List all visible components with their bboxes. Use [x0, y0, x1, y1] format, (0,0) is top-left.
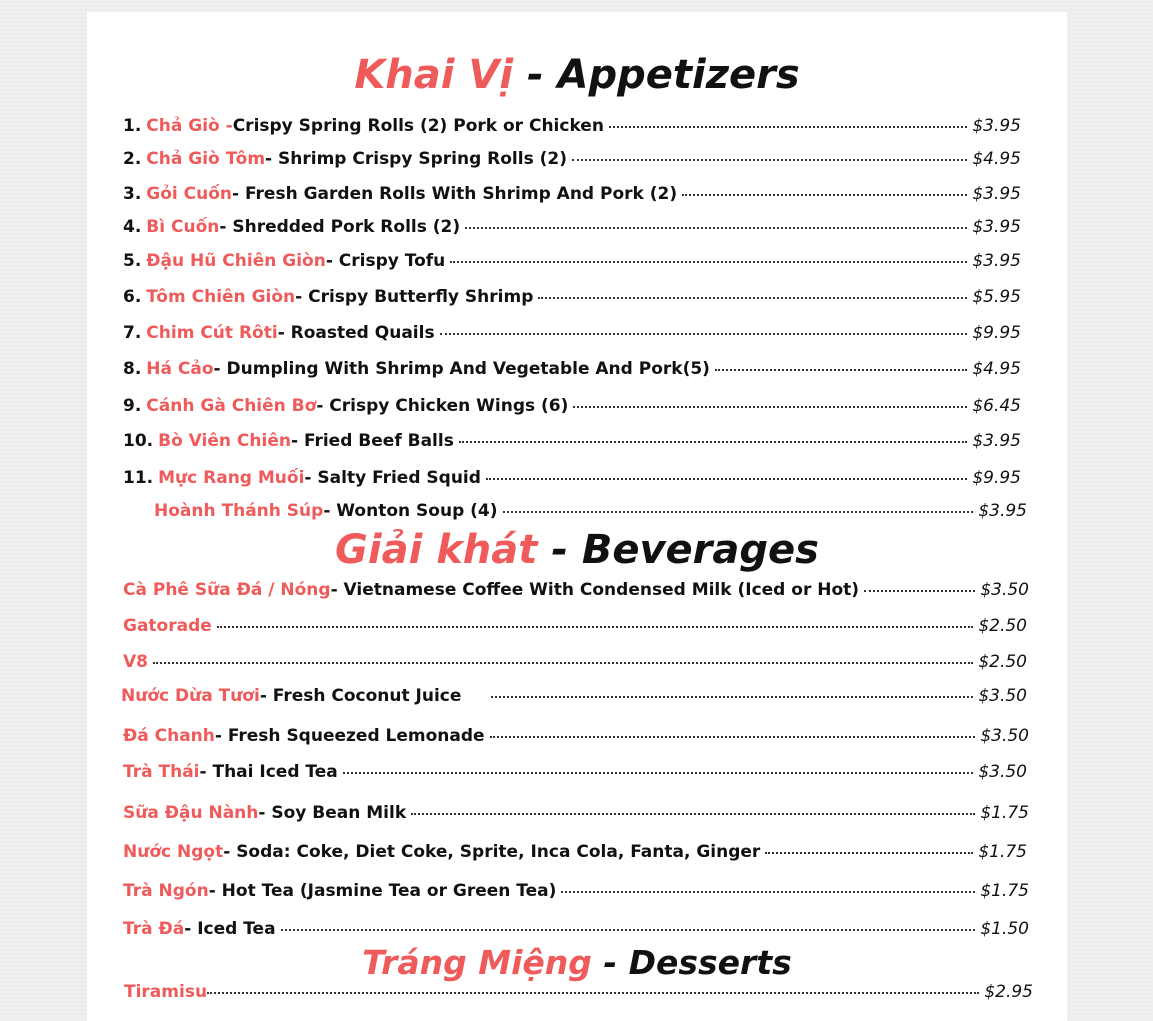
appetizers-heading-eng: Appetizers [557, 52, 800, 98]
item-description: - Crispy Chicken Wings (6) [316, 396, 569, 416]
item-number: 4. [123, 217, 142, 237]
item-viet-name: Đá Chanh [123, 726, 215, 746]
item-number: 10. [123, 431, 154, 451]
item-price: $3.50 [980, 580, 1029, 600]
dot-leader [490, 736, 976, 738]
item-description: - Fried Beef Balls [290, 431, 454, 451]
desserts-heading-eng: Desserts [628, 943, 792, 982]
beverage-item [123, 580, 1029, 604]
appetizer-item [154, 501, 1027, 525]
item-viet-name: Há Cảo [146, 359, 214, 379]
item-price: $1.75 [978, 842, 1027, 862]
item-number: 3. [123, 184, 142, 204]
item-price: $3.95 [978, 501, 1027, 521]
desserts-heading [87, 943, 1067, 982]
item-number: 5. [123, 251, 142, 271]
dot-leader [486, 478, 967, 480]
item-price: $3.95 [972, 251, 1021, 271]
appetizer-item [123, 468, 1021, 492]
item-viet-name: Bì Cuốn [146, 217, 220, 237]
dot-leader [207, 992, 979, 994]
item-description: - Fresh Squeezed Lemonade [214, 726, 485, 746]
item-description: - Crispy Butterfly Shrimp [295, 287, 534, 307]
appetizer-item [123, 396, 1021, 420]
beverages-heading [87, 527, 1067, 573]
item-description: - Vietnamese Coffee With Condensed Milk (Iced or Hot) [330, 580, 860, 600]
item-price: $3.95 [972, 431, 1021, 451]
beverages-heading-eng: Beverages [581, 527, 819, 573]
appetizer-item [123, 184, 1021, 208]
dot-leader [572, 159, 967, 161]
appetizer-item [123, 149, 1021, 173]
item-description: - Soy Bean Milk [258, 803, 407, 823]
item-price: $6.45 [972, 396, 1021, 416]
item-viet-name: Gatorade [123, 616, 212, 636]
item-price: $9.95 [972, 323, 1021, 343]
item-price: $3.95 [972, 184, 1021, 204]
item-description: - Fresh Garden Rolls With Shrimp And Pork (2) [232, 184, 678, 204]
item-number: 8. [123, 359, 142, 379]
appetizer-item [123, 287, 1021, 311]
appetizer-item [123, 359, 1021, 383]
item-viet-name: Nước Dừa Tươi [121, 686, 260, 706]
dot-leader [864, 590, 975, 592]
item-viet-name: Đậu Hũ Chiên Giòn [146, 251, 326, 271]
item-price: $5.95 [972, 287, 1021, 307]
dot-leader [573, 406, 967, 408]
appetizers-heading-sep: - [513, 52, 558, 98]
item-price: $1.75 [980, 803, 1029, 823]
item-price: $1.75 [980, 881, 1029, 901]
dot-leader [765, 852, 973, 854]
beverages-heading-viet: Giải khát [335, 527, 538, 573]
item-description: - Dumpling With Shrimp And Vegetable And Pork(5) [213, 359, 710, 379]
item-viet-name: Sữa Đậu Nành [123, 803, 259, 823]
item-description: - Thai Iced Tea [199, 762, 338, 782]
item-price: $3.50 [978, 686, 1027, 706]
item-price: $3.50 [980, 726, 1029, 746]
item-viet-name: Chả Giò Tôm [146, 149, 266, 169]
dot-leader [715, 369, 967, 371]
item-viet-name: Trà Đá [123, 919, 185, 939]
item-viet-name: Bò Viên Chiên [158, 431, 291, 451]
item-number: 9. [123, 396, 142, 416]
item-description: - Shrimp Crispy Spring Rolls (2) [265, 149, 567, 169]
item-price: $2.50 [978, 616, 1027, 636]
item-description: - Iced Tea [184, 919, 276, 939]
item-viet-name: V8 [123, 652, 148, 672]
beverage-item [123, 726, 1029, 750]
beverage-item [123, 842, 1027, 866]
dot-leader [459, 441, 967, 443]
desserts-heading-viet: Tráng Miệng [362, 943, 592, 982]
item-viet-name: Tiramisu [124, 982, 208, 1002]
beverage-item [123, 762, 1027, 786]
item-description: - Hot Tea (Jasmine Tea or Green Tea) [208, 881, 557, 901]
item-description: - Soda: Coke, Diet Coke, Sprite, Inca Cola, Fanta, Ginger [223, 842, 761, 862]
item-viet-name: Nước Ngọt [123, 842, 224, 862]
beverage-item [123, 881, 1029, 905]
beverage-item [121, 686, 1027, 710]
dot-leader [491, 696, 973, 698]
item-viet-name: Trà Thái [123, 762, 200, 782]
item-description: - Shredded Pork Rolls (2) [219, 217, 461, 237]
item-description: - Crispy Tofu [325, 251, 446, 271]
item-viet-name: Cánh Gà Chiên Bơ [146, 396, 317, 416]
dot-leader [153, 662, 973, 664]
item-viet-name: Tôm Chiên Giòn [146, 287, 296, 307]
item-price: $3.50 [978, 762, 1027, 782]
beverage-item [123, 652, 1027, 676]
item-description: Crispy Spring Rolls (2) Pork or Chicken [232, 116, 604, 136]
dot-leader [682, 194, 967, 196]
desserts-heading-sep: - [591, 943, 629, 982]
item-viet-name: Cà Phê Sữa Đá / Nóng [123, 580, 331, 600]
item-number: 1. [123, 116, 142, 136]
item-description: - Fresh Coconut Juice [259, 686, 462, 706]
appetizer-item [123, 251, 1021, 275]
item-price: $4.95 [972, 149, 1021, 169]
beverage-item [123, 919, 1029, 943]
item-price: $9.95 [972, 468, 1021, 488]
menu-page [87, 12, 1067, 1021]
item-price: $3.95 [972, 116, 1021, 136]
dot-leader [561, 891, 975, 893]
item-viet-name: Gỏi Cuốn [146, 184, 233, 204]
dot-leader [343, 772, 974, 774]
item-number: 7. [123, 323, 142, 343]
appetizers-heading [87, 52, 1067, 98]
item-description: - Salty Fried Squid [304, 468, 481, 488]
item-description: - Wonton Soup (4) [323, 501, 498, 521]
item-number: 11. [123, 468, 154, 488]
dot-leader [281, 929, 976, 931]
dot-leader [411, 813, 975, 815]
item-price: $4.95 [972, 359, 1021, 379]
item-number: 2. [123, 149, 142, 169]
item-price: $3.95 [972, 217, 1021, 237]
dot-leader [440, 333, 968, 335]
dot-leader [538, 297, 967, 299]
beverages-heading-sep: - [537, 527, 582, 573]
dot-leader [503, 511, 974, 513]
item-viet-name: Chả Giò - [146, 116, 233, 136]
appetizers-heading-viet: Khai Vị [354, 52, 514, 98]
appetizer-item [123, 116, 1021, 140]
item-description: - Roasted Quails [277, 323, 435, 343]
item-price: $2.50 [978, 652, 1027, 672]
dot-leader [217, 626, 974, 628]
appetizer-item [123, 323, 1021, 347]
item-viet-name: Hoành Thánh Súp [154, 501, 324, 521]
item-number: 6. [123, 287, 142, 307]
item-viet-name: Trà Ngón [123, 881, 209, 901]
appetizer-item [123, 431, 1021, 455]
dot-leader [465, 227, 967, 229]
dot-leader [450, 261, 967, 263]
dot-leader [609, 126, 967, 128]
item-price: $1.50 [980, 919, 1029, 939]
item-viet-name: Mực Rang Muối [158, 468, 305, 488]
appetizer-item [123, 217, 1021, 241]
dessert-item [124, 982, 1033, 1006]
beverage-item [123, 803, 1029, 827]
item-price: $2.95 [984, 982, 1033, 1002]
item-viet-name: Chim Cút Rôti [146, 323, 278, 343]
beverage-item [123, 616, 1027, 640]
